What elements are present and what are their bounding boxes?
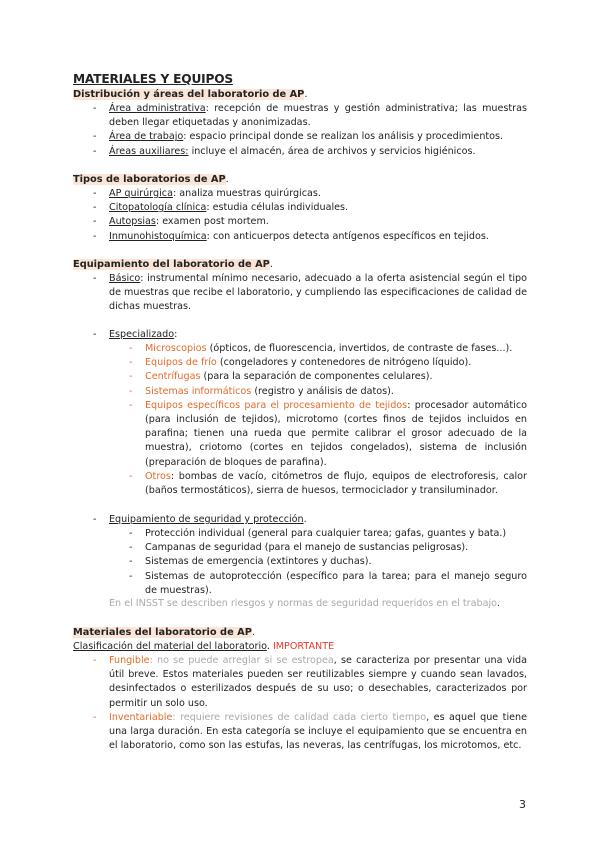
item-basico: [93, 272, 527, 315]
list-item: - Equipos de frío (congeladores y contenedores de nitrógeno líquido).: [129, 357, 472, 369]
item-text: : examen post mortem.: [155, 216, 269, 228]
item-text: , se caracteriza por presentar una vida útil breve. Estos materiales pueden ser reutilizables siempre y cuando sean lavados, desinfectados o esterilizados después de su uso; o desechables, caracterizados por permitir un solo uso.: [109, 655, 527, 709]
item-label: Área de trabajo: [109, 131, 184, 143]
list-item: - Inventariable: requiere revisiones de calidad cada cierto tiempo, es aquel que tiene una larga duración. En esta categoría se incluye el equipamiento que se encuentra en el laboratorio, como son las estufas, las neveras, las centrífugas, los microtomos, etc.: [93, 711, 527, 752]
item-text: : instrumental mínimo necesario, adecuado a la oferta asistencial según el tipo de muestras que recibe el laboratorio, y cumpliendo las especificaciones de calidad de dichas muestras.: [109, 273, 527, 313]
item-label: Centrífugas: [145, 371, 201, 383]
note-end: .: [496, 598, 500, 609]
list-item: - Sistemas de autoprotección (específico para la tarea; para el manejo seguro de muestras).: [129, 570, 527, 596]
list-item: - Equipos específicos para el procesamiento de tejidos: procesador automático (para inclusión de tejidos), microtomo (cortes finos de tejidos incluidos en parafina; tienen una rueda que permite calibrar el grosor adecuado de la muestra), criotomo (cortes en tejidos congelados), sistema de inclusión (preparación de bloques de parafina).: [129, 399, 527, 468]
list-areas: [93, 102, 527, 159]
item-text: Sistemas de autoprotección (específico para la tarea; para el manejo seguro de muestras).: [145, 570, 527, 596]
page-title: MATERIALES Y EQUIPOS: [73, 72, 233, 86]
list-item: - Inmunohistoquímica: con anticuerpos detecta antígenos específicos en tejidos.: [93, 230, 489, 242]
list-item: - Protección individual (general para cualquier tarea; gafas, guantes y bata.): [129, 528, 507, 539]
section-heading-distribucion: Distribución y áreas del laboratorio de AP.: [73, 89, 308, 100]
heading-text: Equipamiento del laboratorio de AP: [73, 259, 270, 270]
heading-text: Distribución y áreas del laboratorio de AP: [73, 89, 305, 100]
item-label: Inventariable: [109, 711, 173, 723]
seguridad-note: [109, 597, 529, 611]
item-label: Básico: [109, 273, 141, 284]
item-label: Otros: [145, 470, 171, 482]
list-item: - Centrífugas (para la separación de componentes celulares).: [129, 371, 433, 383]
note-text: En el INSST se describen riesgos y normas de seguridad requeridos en el trabajo: [109, 598, 497, 609]
item-gray: : no se puede arreglar si se estropea: [149, 655, 334, 666]
item-text: : analiza muestras quirúrgicas.: [172, 188, 321, 199]
list-item: - Otros: bombas de vacío, citómetros de flujo, equipos de electroforesis, calor (baños termostáticos), sierra de huesos, termociclador y transiluminador.: [129, 470, 527, 497]
subheading-clasificacion: Clasificación del material del laboratorio. IMPORTANTE: [73, 641, 335, 652]
item-gray: : requiere revisiones de calidad cada cierto tiempo: [172, 711, 427, 723]
list-especializado: [129, 342, 527, 498]
section-heading-equipamiento: Equipamiento del laboratorio de AP.: [73, 259, 273, 270]
list-item: - Área de trabajo: espacio principal donde se realizan los análisis y procedimientos.: [93, 131, 504, 143]
heading-text: Tipos de laboratorios de AP: [73, 174, 226, 185]
item-text: (ópticos, de fluorescencia, invertidos, de contraste de fases...).: [206, 343, 513, 354]
list-item: - Fungible: no se puede arreglar si se estropea, se caracteriza por presentar una vida útil breve. Estos materiales pueden ser reutilizables siempre y cuando sean lavados, desinfectados o esterilizados después de su uso; o desechables, caracterizados por permitir un solo uso.: [93, 655, 527, 709]
item-text: : estudia células individuales.: [206, 202, 349, 214]
list-item: - Especializado:: [93, 329, 178, 340]
item-label: Autopsias: [109, 216, 156, 228]
list-item: - Autopsias: examen post mortem.: [93, 216, 269, 228]
list-item: - AP quirúrgica: analiza muestras quirúrgicas.: [93, 188, 321, 199]
item-text: : bombas de vacío, citómetros de flujo, equipos de electroforesis, calor (baños termostáticos), sierra de huesos, termociclador y transiluminador.: [145, 470, 527, 497]
section-heading-materiales: Materiales del laboratorio de AP.: [73, 627, 256, 638]
item-text: : procesador automático (para inclusión de tejidos), microtomo (cortes finos de tejidos incluidos en parafina; tienen una rueda que permite calibrar el grosor adecuado de la muestra), criotomo (cortes en tejidos congelados), sistema de inclusión (preparación de bloques de parafina).: [145, 399, 527, 468]
section-heading-tipos: Tipos de laboratorios de AP.: [73, 174, 229, 185]
item-suffix: .: [303, 514, 307, 525]
item-label: AP quirúrgica: [109, 188, 173, 199]
item-label: Inmunohistoquímica: [109, 230, 207, 242]
item-seguridad: [93, 513, 527, 527]
item-label: Especializado: [109, 329, 175, 340]
heading-text: Materiales del laboratorio de AP: [73, 627, 252, 638]
item-label: Microscopios: [145, 343, 207, 354]
item-label: Equipos específicos para el procesamiento de tejidos: [145, 399, 408, 411]
list-item: - Áreas auxiliares: incluye el almacén, área de archivos y servicios higiénicos.: [93, 145, 476, 157]
item-suffix: :: [174, 329, 178, 340]
item-text: Protección individual (general para cualquier tarea; gafas, guantes y bata.): [145, 528, 507, 539]
list-tipos: [93, 187, 527, 244]
item-text: Campanas de seguridad (para el manejo de sustancias peligrosas).: [145, 542, 469, 554]
item-text: , es aquel que tiene una larga duración. En esta categoría se incluye el equipamiento que se encuentra en el laboratorio, como son las estufas, las neveras, las centrífugas, los microtomos, etc.: [109, 711, 527, 752]
list-item: - Microscopios (ópticos, de fluorescencia, invertidos, de contraste de fases...).: [129, 343, 513, 354]
item-label: Equipos de frío: [145, 357, 217, 369]
item-label: Áreas auxiliares:: [109, 145, 189, 157]
item-label: Sistemas informáticos: [145, 385, 252, 397]
item-label: Área administrativa: [109, 103, 206, 114]
item-text: Sistemas de emergencia (extintores y duchas).: [145, 556, 372, 568]
item-label: Citopatología clínica: [109, 202, 207, 214]
list-item: - Sistemas de emergencia (extintores y duchas).: [129, 556, 372, 568]
item-text: : recepción de muestras y gestión administrativa; las muestras deben llegar etiquetadas y anonimizadas.: [109, 103, 527, 129]
item-label: Fungible: [109, 655, 150, 666]
list-item: - Área administrativa: recepción de muestras y gestión administrativa; las muestras deben llegar etiquetadas y anonimizadas.: [93, 103, 527, 129]
list-item: - Citopatología clínica: estudia células individuales.: [93, 202, 349, 214]
list-seguridad: [129, 527, 527, 598]
list-item: - Básico: instrumental mínimo necesario, adecuado a la oferta asistencial según el tipo de muestras que recibe el laboratorio, y cumpliendo las especificaciones de calidad de dichas muestras.: [93, 273, 527, 313]
item-label: Equipamiento de seguridad y protección: [109, 514, 304, 525]
list-item: - Campanas de seguridad (para el manejo de sustancias peligrosas).: [129, 542, 469, 554]
item-text: : con anticuerpos detecta antígenos específicos en tejidos.: [206, 230, 489, 242]
item-text: (para la separación de componentes celulares).: [200, 371, 433, 383]
item-especializado: [93, 328, 527, 342]
list-clasificacion: [93, 654, 527, 753]
item-text: : espacio principal donde se realizan los análisis y procedimientos.: [183, 131, 504, 143]
item-text: (registro y análisis de datos).: [251, 385, 394, 397]
list-item: - Equipamiento de seguridad y protección.: [93, 514, 307, 525]
subheading-text: Clasificación del material del laboratorio: [73, 641, 267, 652]
page-number: 3: [519, 798, 526, 811]
important-label: IMPORTANTE: [272, 641, 335, 652]
item-text: incluye el almacén, área de archivos y servicios higiénicos.: [188, 145, 476, 157]
list-item: - Sistemas informáticos (registro y análisis de datos).: [129, 385, 394, 397]
item-text: (congeladores y contenedores de nitrógeno líquido).: [216, 357, 472, 369]
